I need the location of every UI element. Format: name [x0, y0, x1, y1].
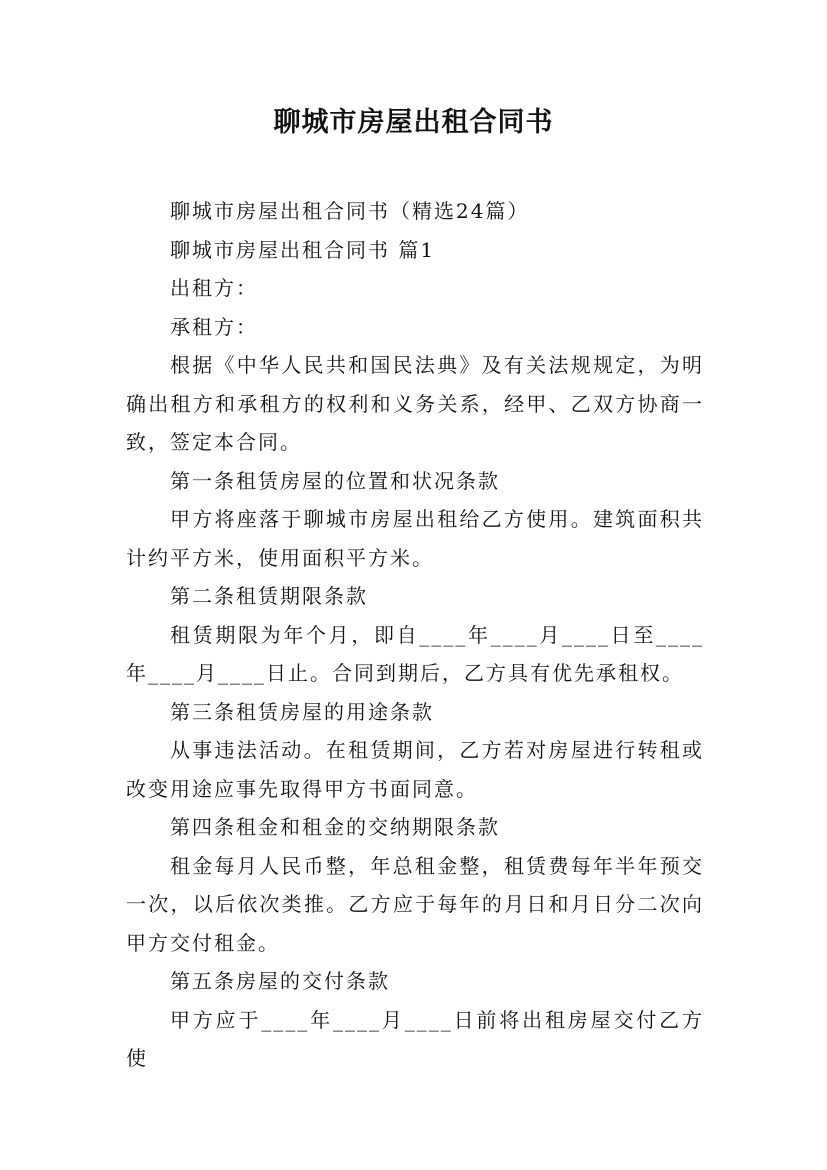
- paragraph-article-3-body: 从事违法活动。在租赁期间，乙方若对房屋进行转租或改变用途应事先取得甲方书面同意。: [126, 738, 704, 801]
- paragraph-lessor: 出租方：: [170, 276, 258, 300]
- paragraph-article-1-heading: 第一条租赁房屋的位置和状况条款: [170, 468, 500, 493]
- paragraph-article-5-body: 甲方应于____年____月____日前将出租房屋交付乙方使: [126, 1007, 704, 1070]
- document-body: [126, 192, 704, 1078]
- document-title: 聊城市房屋出租合同书: [273, 107, 554, 138]
- paragraph-article-4-heading: 第四条租金和租金的交纳期限条款: [170, 815, 500, 839]
- paragraph-section-heading: 聊城市房屋出租合同书 篇1: [170, 237, 436, 262]
- paragraph-article-4-body: 租金每月人民币整，年总租金整，租赁费每年半年预交一次，以后依次类推。乙方应于每年的月日和月日分二次向甲方交付租金。: [126, 853, 704, 955]
- paragraph-article-3-heading: 第三条租赁房屋的用途条款: [170, 699, 434, 724]
- paragraph-article-2-heading: 第二条租赁期限条款: [170, 584, 368, 608]
- paragraph-article-1-body: 甲方将座落于聊城市房屋出租给乙方使用。建筑面积共计约平方米，使用面积平方米。: [126, 507, 704, 570]
- paragraph-lessee: 承租方：: [170, 314, 258, 339]
- paragraph-article-2-body: 租赁期限为年个月，即自____年____月____日至____年____月____日止。合同到期后，乙方具有优先承租权。: [126, 622, 704, 685]
- paragraph-article-5-heading: 第五条房屋的交付条款: [170, 969, 390, 993]
- paragraph-subtitle: 聊城市房屋出租合同书（精选24篇）: [170, 199, 530, 223]
- paragraph-preamble: 根据《中华人民共和国民法典》及有关法规规定，为明确出租方和承租方的权利和义务关系，经甲、乙双方协商一致，签定本合同。: [126, 353, 704, 454]
